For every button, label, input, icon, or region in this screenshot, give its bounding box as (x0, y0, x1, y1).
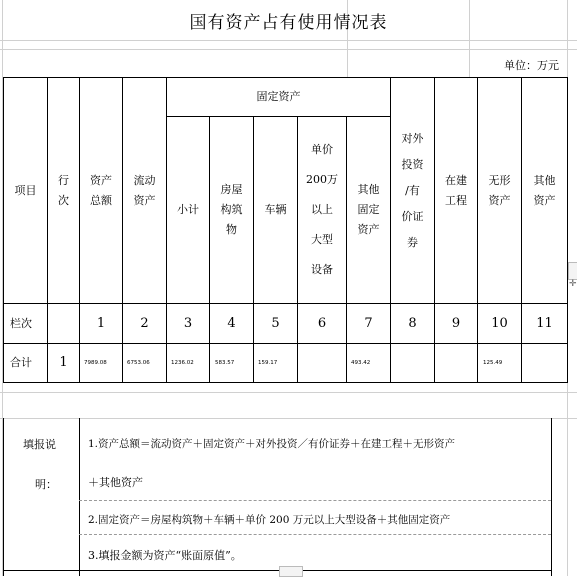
table-border-right (567, 77, 568, 383)
column-number: 6 (317, 315, 327, 331)
header-subtotal: 小计 (177, 203, 199, 216)
header-current-assets: 流动 资产 (133, 173, 156, 207)
scrollbar-thumb[interactable] (568, 262, 577, 280)
gridline (0, 418, 577, 419)
notes-border-bottom (3, 570, 552, 571)
column-number: 7 (364, 315, 373, 331)
notes-border-right (551, 418, 552, 576)
note-item-3: 3.填报金额为资产“账面原值”。 (88, 549, 242, 562)
header-line-no: 行 次 (58, 173, 69, 207)
current-assets-value: 6753.06 (127, 360, 150, 366)
unit-label: 单位：万元 (504, 59, 559, 72)
column-number: 4 (227, 315, 236, 331)
header-large-equipment: 单价 200万 以上 大型 设备 (306, 143, 338, 276)
header-item: 项目 (14, 183, 37, 197)
notes-separator (79, 500, 551, 501)
column-number: 2 (140, 315, 149, 331)
column-number: 8 (408, 315, 417, 331)
column-number: 11 (536, 315, 553, 331)
intangible-value: 125.49 (483, 360, 503, 366)
note-item-2: 2.固定资产＝房屋构筑物＋车辆＋单价 200 万元以上大型设备＋其他固定资产 (88, 514, 451, 526)
header-external-investment: 对外 投资 /有 价证 券 (401, 131, 424, 249)
header-fixed-assets-group: 固定资产 (256, 90, 301, 103)
table-title: 国有资产占有使用情况表 (189, 13, 388, 33)
header-construction: 在建 工程 (445, 173, 467, 207)
header-other-fixed: 其他 固定 资产 (357, 183, 380, 236)
buildings-value: 583.57 (215, 360, 235, 366)
total-row-label: 合计 (10, 356, 32, 369)
cross-cursor-icon: ✛ (569, 279, 577, 289)
column-number: 1 (96, 315, 106, 331)
header-vehicles: 车辆 (264, 203, 287, 216)
gridline (0, 392, 577, 393)
other-fixed-value: 493.42 (351, 360, 371, 366)
notes-border-left (3, 418, 4, 576)
column-row-label: 栏次 (10, 316, 32, 330)
other-assets-value (522, 344, 567, 382)
column-number: 10 (491, 315, 508, 331)
gridline (0, 49, 577, 50)
gridline (0, 40, 577, 41)
large-equipment-value (298, 344, 346, 382)
subtotal-value: 1236.02 (171, 360, 194, 366)
header-other-assets: 其他 资产 (533, 173, 556, 207)
total-assets-value: 7989.08 (84, 360, 107, 366)
vehicles-value: 159.17 (258, 360, 278, 366)
header-buildings: 房屋 构筑 物 (220, 183, 243, 236)
horizontal-scroll-handle[interactable] (279, 566, 303, 577)
notes-label-line2: 明： (35, 478, 57, 491)
note-item-1-continued: ＋其他资产 (88, 476, 143, 489)
total-row-border (3, 382, 567, 383)
column-number: 5 (271, 315, 280, 331)
column-number: 3 (183, 315, 193, 331)
notes-label-line1: 填报说 (23, 438, 56, 451)
notes-label-divider (79, 418, 80, 576)
note-item-1: 1.资产总额＝流动资产＋固定资产＋对外投资／有价证券＋在建工程＋无形资产 (88, 438, 456, 450)
notes-separator (79, 534, 551, 535)
external-investment-value (391, 344, 434, 382)
header-total-assets: 资产 总额 (90, 173, 112, 207)
column-number: 9 (451, 315, 461, 331)
construction-value (435, 344, 477, 382)
total-line-no: 1 (59, 355, 68, 370)
header-intangible: 无形 资产 (488, 173, 511, 207)
